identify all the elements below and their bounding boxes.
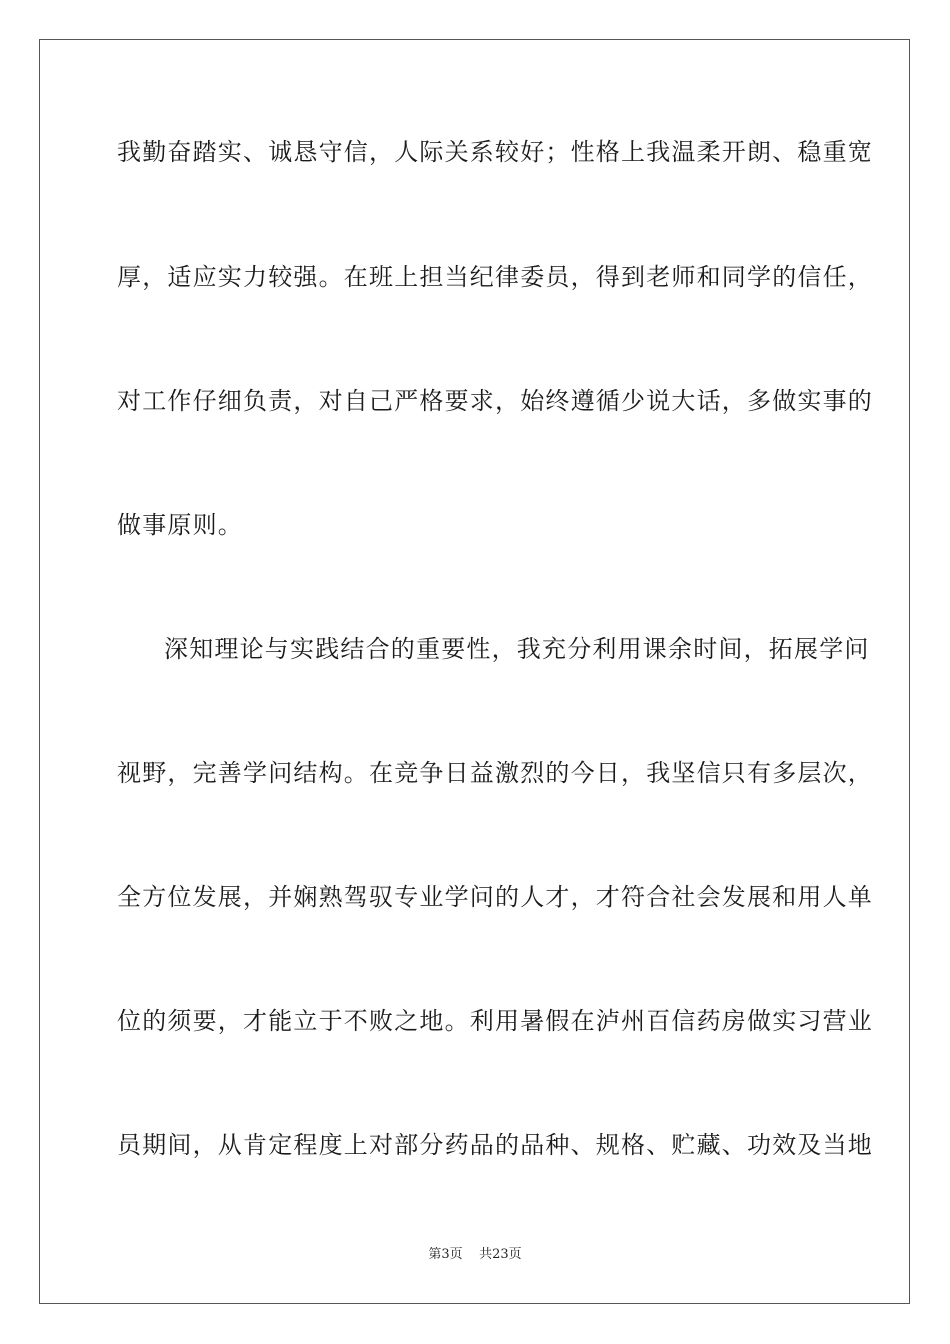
paragraph-line: 位的须要，才能立于不败之地。利用暑假在泸州百信药房做实习营业	[117, 1007, 873, 1035]
page-border	[39, 39, 910, 1304]
paragraph-line: 对工作仔细负责，对自己严格要求，始终遵循少说大话，多做实事的	[117, 387, 873, 415]
page-footer	[0, 1246, 950, 1264]
paragraph-line: 做事原则。	[117, 511, 243, 539]
paragraph-line: 厚，适应实力较强。在班上担当纪律委员，得到老师和同学的信任，	[117, 263, 873, 291]
paragraph-line: 我勤奋踏实、诚恳守信，人际关系较好；性格上我温柔开朗、稳重宽	[117, 138, 873, 166]
paragraph-line: 视野，完善学问结构。在竞争日益激烈的今日，我坚信只有多层次，	[117, 759, 873, 787]
page-number: 第3页	[428, 1247, 463, 1262]
paragraph-line: 员期间，从肯定程度上对部分药品的品种、规格、贮藏、功效及当地	[117, 1131, 873, 1159]
page-total: 共23页	[479, 1247, 522, 1262]
paragraph-line: 深知理论与实践结合的重要性，我充分利用课余时间，拓展学问	[164, 635, 870, 663]
paragraph-line: 全方位发展，并娴熟驾驭专业学问的人才，才符合社会发展和用人单	[117, 883, 873, 911]
